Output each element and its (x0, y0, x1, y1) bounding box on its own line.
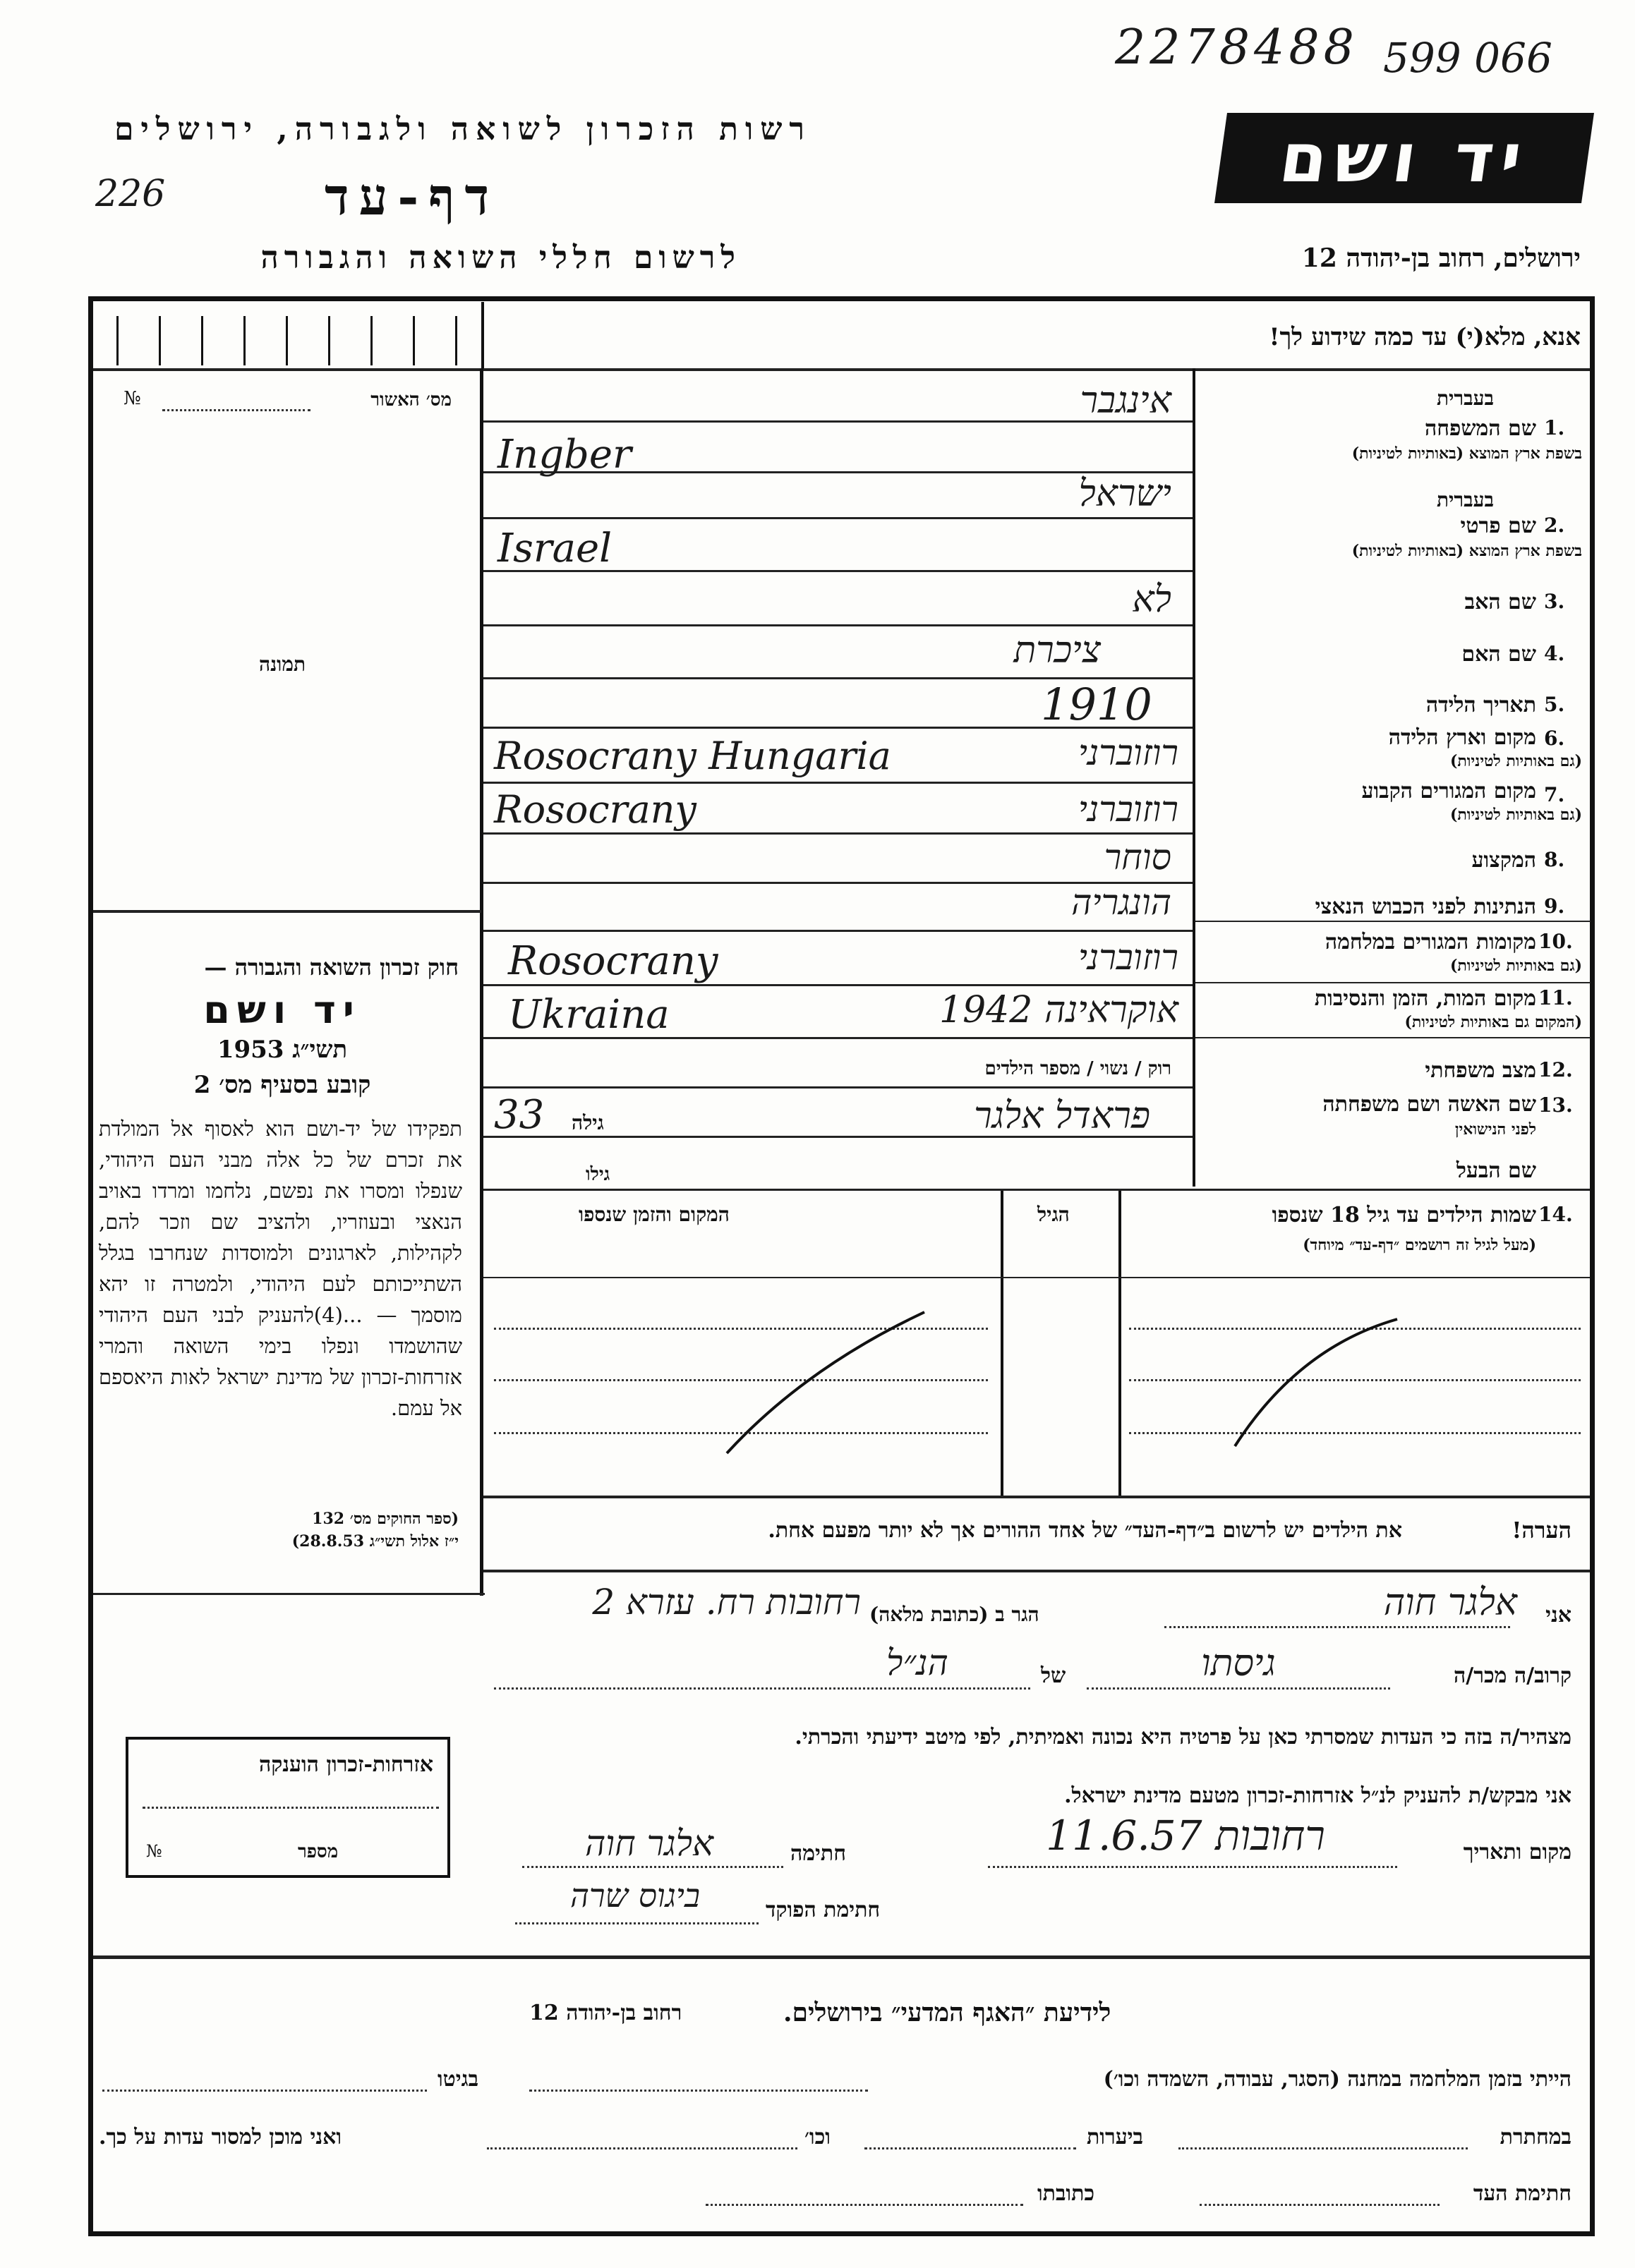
note-title: הערה! (1512, 1517, 1571, 1544)
field-10-sub: (גם באותיות לטיניות) (1449, 957, 1582, 975)
field-8-value-he[interactable]: סוחר (1104, 837, 1171, 878)
field-5-label: תאריך הלידה (1425, 693, 1536, 717)
field-7-value-he[interactable]: רוזוברני (1078, 789, 1178, 830)
field-5-num: 5. (1544, 693, 1565, 716)
field-1-label: שם המשפחה (1424, 416, 1536, 441)
husband-age-label: גילו (586, 1164, 610, 1185)
intro-text: אנא, מלא(י) עד כמה שידוע לך! (1269, 323, 1581, 351)
field-2-num: 2. (1544, 514, 1565, 537)
children-age-col: הגיל (1037, 1203, 1070, 1226)
archive-number: 2278488 (1115, 20, 1358, 75)
law-ref-2: י״ז אלול תשי״ג 28.8.53) (291, 1532, 459, 1551)
decl-lives-label: הגר ב (כתובת מלאה) (869, 1603, 1039, 1626)
field-1-value-he[interactable]: אינגבר (1080, 380, 1171, 422)
institution-line: רשות הזכרון לשואה ולגבורה, ירושלים (114, 111, 812, 147)
field-10-value-latin[interactable]: Rosocrany (508, 938, 718, 984)
field-4-value-he[interactable]: ציכרת (1013, 629, 1101, 672)
field-7-sub: (גם באותיות לטיניות) (1449, 806, 1582, 824)
field-11-sub: (המקום גם באותיות לטיניות) (1404, 1013, 1582, 1031)
field-11-num: 11. (1538, 986, 1573, 1009)
decl-name[interactable]: אלגר חוה (1383, 1582, 1517, 1624)
field-9-value-he[interactable]: הונגריה (1071, 882, 1171, 923)
citizenship-number-label: מספר (298, 1841, 339, 1862)
field-13-num: 13. (1538, 1093, 1573, 1117)
field-3-num: 3. (1544, 590, 1565, 613)
decl-i-label: אני (1545, 1603, 1571, 1627)
field-13-value-he[interactable]: פראדל אלגר (974, 1095, 1150, 1137)
decl-relation[interactable]: גיסתו (1201, 1642, 1276, 1685)
field-10-value-he[interactable]: רוזוברני (1078, 937, 1178, 978)
field-10-num: 10. (1538, 930, 1573, 953)
decl-signature-label: חתימה (790, 1841, 846, 1866)
archive-number-2: 599 066 (1383, 34, 1552, 82)
field-2-sub: בשפת ארץ המוצא (באותיות לטיניות) (1351, 542, 1582, 560)
field-13-age-value[interactable]: 33 (494, 1092, 545, 1138)
field-6-num: 6. (1544, 727, 1565, 750)
footer-line2-b: ביערות (1087, 2125, 1144, 2149)
decl-address[interactable]: רחובות רח. עזרא 2 (592, 1582, 861, 1623)
page-number: 226 (95, 173, 166, 215)
field-13-sub: לפני הנישואין (1454, 1120, 1536, 1139)
field-6-label: מקום וארץ הלידה (1388, 725, 1536, 750)
law-title: חוק זכרון השואה והגבורה — (204, 954, 459, 981)
decl-place-date-label: מקום ותאריך (1463, 1840, 1571, 1864)
decl-officer[interactable]: ביגוס שרה (569, 1876, 701, 1915)
children-sub: (מעל לגיל זה רושמים ״דף-עד״ מיוחד) (1303, 1236, 1536, 1254)
field-11-label: מקום המות, הזמן והנסיבות (1314, 986, 1536, 1011)
decl-request: אני מבקש/ת להעניק לנ״ל אזרחות-זכרון מטעם מדינת ישראל. (1064, 1783, 1571, 1808)
tick-strip (95, 316, 480, 365)
footer-address: רחוב בן-יהודה 12 (529, 2001, 682, 2025)
form-title: דף-עד (325, 166, 500, 226)
field-2-value-latin[interactable]: Israel (497, 526, 613, 571)
law-text: תפקידו של יד-ושם הוא לאסוף אל המולדת את זכרם של כל אלה מבני העם היהודי, שנפלו ומסרו את נפשם, נלחמו ומרדו באויב הנאצי ובעוזריו, ולהציב שם וזכר להם, לקהילות, לארגונים ולמוסדות שנחרבו בגלל השתייכותם לעם היהודי, ולמטרה זו יהא מוסמך — ...(4)להעניק לבני העם היהודי שהושמדו ונפלו בימי השואה והמרי אזרחות-זכרון של מדינת ישראל לאות היאספם אל עמם. (99, 1117, 462, 1420)
children-label: שמות הילדים עד גיל 18 שנספו (1272, 1203, 1536, 1227)
field-7-num: 7. (1544, 783, 1565, 806)
field-9-label: הנתינות לפני הכבוש הנאצי (1315, 895, 1536, 919)
decl-place-date[interactable]: רחובות 11.6.57 (1046, 1812, 1325, 1860)
decl-officer-label: חתימת הפוקד (766, 1898, 881, 1922)
field-3-value-he[interactable]: לא (1132, 578, 1171, 621)
note-text: את הילדים יש לרשום ב״דף-העד״ של אחד ההורים אך לא יותר מפעם אחת. (768, 1518, 1402, 1543)
field-1-num: 1. (1544, 416, 1565, 439)
field-10-label: מקומות המגורים במלחמה (1325, 930, 1536, 954)
footer-line3-a: חתימת העד (1473, 2181, 1571, 2206)
decl-relative-label: קרוב/ה מכר/ה (1454, 1663, 1571, 1688)
husband-label: שם הבעל (1456, 1158, 1536, 1183)
field-1-sub: בשפת ארץ המוצא (באותיות לטיניות) (1351, 444, 1582, 463)
decl-of-value[interactable]: הנ״ל (886, 1642, 948, 1683)
photo-label: תמונה (258, 653, 306, 676)
law-year: תשי״ג 1953 (217, 1036, 348, 1064)
footer-line2-c: וכו׳ (804, 2125, 831, 2149)
footer-line3-b: כתובתו (1037, 2181, 1095, 2206)
footer-line1-label: הייתי בזמן המלחמה במחנה (הסגר, עבודה, השמדה וכו׳) (1103, 2067, 1571, 2092)
yad-vashem-logo (1214, 113, 1594, 203)
decl-truth-statement: מצהיר/ה בזה כי העדות שמסרתי כאן על פרטיה היא נכונה ואמיתית, לפי מיטב ידיעתי והכרתי. (795, 1725, 1571, 1749)
field-12-value[interactable]: רוק / נשוי / מספר הילדים (984, 1058, 1171, 1079)
field-4-label: שם האם (1461, 642, 1536, 667)
field-13-label: שם האשה ושם משפחתה (1322, 1092, 1536, 1117)
field-6-value-latin[interactable]: Rosocrany Hungaria (494, 734, 891, 778)
field-6-sub: (גם באותיות לטיניות) (1449, 752, 1582, 770)
footer-line2-a: במחתרת (1500, 2125, 1571, 2149)
strike-mark-left (720, 1305, 931, 1460)
law-clause: קובע בסעיף מס׳ 2 (193, 1071, 371, 1099)
field-2-hebrew-tag: בעברית (1436, 488, 1494, 511)
field-3-label: שם האב (1464, 590, 1536, 614)
footer-title: לידיעת ״האגף המדעי״ בירושלים. (783, 1998, 1111, 2027)
approval-label: מס׳ האשור (370, 389, 452, 411)
field-1-hebrew-tag: בעברית (1436, 387, 1494, 410)
law-name: יד ושם (203, 988, 361, 1032)
footer-line1-end: בגיטו (438, 2067, 479, 2092)
law-ref-1: (ספר החוקים מס׳ 132 (312, 1510, 459, 1528)
field-4-num: 4. (1544, 642, 1565, 665)
field-2-value-he[interactable]: ישראל (1078, 473, 1171, 515)
logo-text: יד ושם (1274, 119, 1534, 198)
field-12-label: מצב משפחתי (1425, 1058, 1536, 1083)
footer-line2-end: ואני מוכן למסור עדות על כך. (99, 2125, 342, 2149)
field-2-label: שם פרטי (1460, 514, 1536, 538)
decl-signature[interactable]: אלגר חוה (584, 1823, 714, 1864)
field-11-value-he[interactable]: אוקראינה 1942 (939, 989, 1178, 1031)
decl-of-label: של (1041, 1663, 1066, 1688)
field-8-num: 8. (1544, 848, 1565, 871)
citizenship-box (126, 1737, 450, 1878)
children-place-col: המקום והזמן שנספו (579, 1203, 730, 1226)
citizenship-box-title: אזרחות-זכרון הוענקה (258, 1752, 433, 1777)
field-1-value-latin[interactable]: Ingber (497, 432, 632, 478)
field-6-value-he[interactable]: רוזוברני (1078, 732, 1178, 773)
field-11-value-latin[interactable]: Ukraina (508, 992, 670, 1038)
field-8-label: המקצוע (1471, 848, 1536, 873)
strike-mark-right (1228, 1305, 1411, 1453)
field-13-age-label: גילה (572, 1111, 604, 1134)
field-7-value-latin[interactable]: Rosocrany (494, 787, 696, 832)
form-subtitle: לרשום חללי השואה והגבורה (260, 240, 741, 276)
field-5-value[interactable]: 1910 (1041, 679, 1152, 730)
approval-no: № (123, 388, 141, 409)
citizenship-no: № (146, 1841, 162, 1861)
field-9-num: 9. (1544, 895, 1565, 918)
address: ירושלים, רחוב בן-יהודה 12 (1301, 243, 1581, 273)
field-12-num: 12. (1538, 1058, 1573, 1081)
field-7-label: מקום המגורים הקבוע (1361, 779, 1536, 803)
children-num: 14. (1538, 1203, 1573, 1226)
